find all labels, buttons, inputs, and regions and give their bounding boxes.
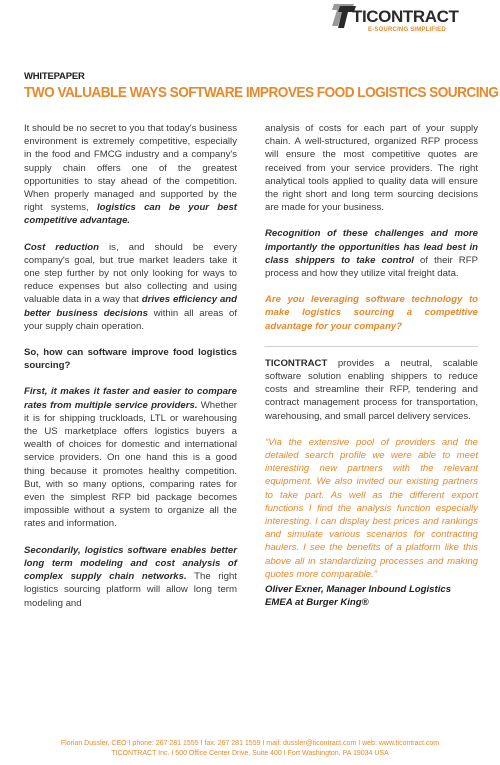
first-benefit-paragraph: First, it makes it faster and easier to compare rates from multiple service providers. Whether it is for shipping truckloads, LTL or warehousing the US marketplace offers logistics buyers a wealth of choices for domestic and international service providers. On one hand this is a good thing because it promotes healthy competition. But, with so many options, comparing rates for even the simplest RFP bid package becomes impossible without a system to organize all the rates and information. bbox=[24, 386, 237, 530]
whitepaper-label: WHITEPAPER bbox=[24, 71, 85, 82]
logo-tagline: E-SOURCING SIMPLIFIED bbox=[368, 27, 446, 33]
intro-paragraph: It should be no secret to you that today's business environment is extremely competitive, especially in the food and FMCG industry and a company's supply chain offers one of the greatest opportunities to stay ahead of the competition. When properly managed and supported by the right systems, logistics can be your best competitive advantage. bbox=[24, 123, 237, 227]
call-to-action-question: Are you leveraging software technology to make logistics sourcing a competitive advantage for your company? bbox=[265, 294, 478, 332]
logo-name: TICONTRACT bbox=[352, 7, 459, 26]
ticontract-logo bbox=[332, 2, 482, 36]
footer-contact-line: Florian Dussler, CEO I phone: 267 281 1555 I fax: 267 281 1559 I mail: dussler@ticontract.com I web: www.ticontract.com bbox=[60, 740, 440, 747]
company-paragraph: TICONTRACT provides a neutral, scalable software solution enabling shippers to reduce costs and streamline their RFP, tendering and contract management process for transportation, warehousing, and small parcel delivery services. bbox=[265, 357, 478, 422]
analysis-paragraph: analysis of costs for each part of your supply chain. A well-structured, organized RFP process will ensure the most competitive quotes are received from your service providers. The right analytical tools applied to quality data will ensure the right short and long term sourcing decisions are made for your business. bbox=[265, 123, 478, 214]
cost-reduction-paragraph: Cost reduction is, and should be every company's goal, but true market leaders take it one step further by not only looking for ways to reduce expenses but also collecting and using valuable data in a way that drives efficiency and better business decisions within all areas of your supply chain operation. bbox=[24, 241, 237, 332]
second-benefit-paragraph: Secondarily, logistics software enables better long term modeling and cost analysis of complex supply chain networks. The right logistics sourcing platform will allow long term modeling and bbox=[24, 544, 237, 609]
testimonial-quote: “Via the extensive pool of providers and the detailed search profile we were able to meet interesting new partners with the relevant equipment. We also invited our existing partners to take part. As well as the different export functions I find the analysis function especially interesting. I can display best prices and rankings and simulate various scenarios for contracting haulers. I see the benefits of a platform like this above all in standardizing processes and making quotes more comparable.” bbox=[265, 436, 478, 580]
contact-footer bbox=[0, 739, 500, 759]
section-divider bbox=[265, 346, 478, 347]
section-question: So, how can software improve food logistics sourcing? bbox=[24, 347, 237, 372]
right-column bbox=[265, 122, 478, 610]
left-column bbox=[24, 122, 237, 623]
testimonial-author: Oliver Exner, Manager Inbound Logistics EMEA at Burger King® bbox=[265, 584, 452, 609]
recognition-paragraph: Recognition of these challenges and more importantly the opportunities has lead best in class shippers to take control of their RFP process and how they utilize vital freight data. bbox=[265, 228, 478, 280]
page-title: TWO VALUABLE WAYS SOFTWARE IMPROVES FOOD LOGISTICS SOURCING bbox=[24, 84, 499, 101]
footer-address-line: TICONTRACT Inc. I 500 Office Center Drive, Suite 400 I Fort Washington, PA 19034 USA bbox=[111, 750, 389, 757]
